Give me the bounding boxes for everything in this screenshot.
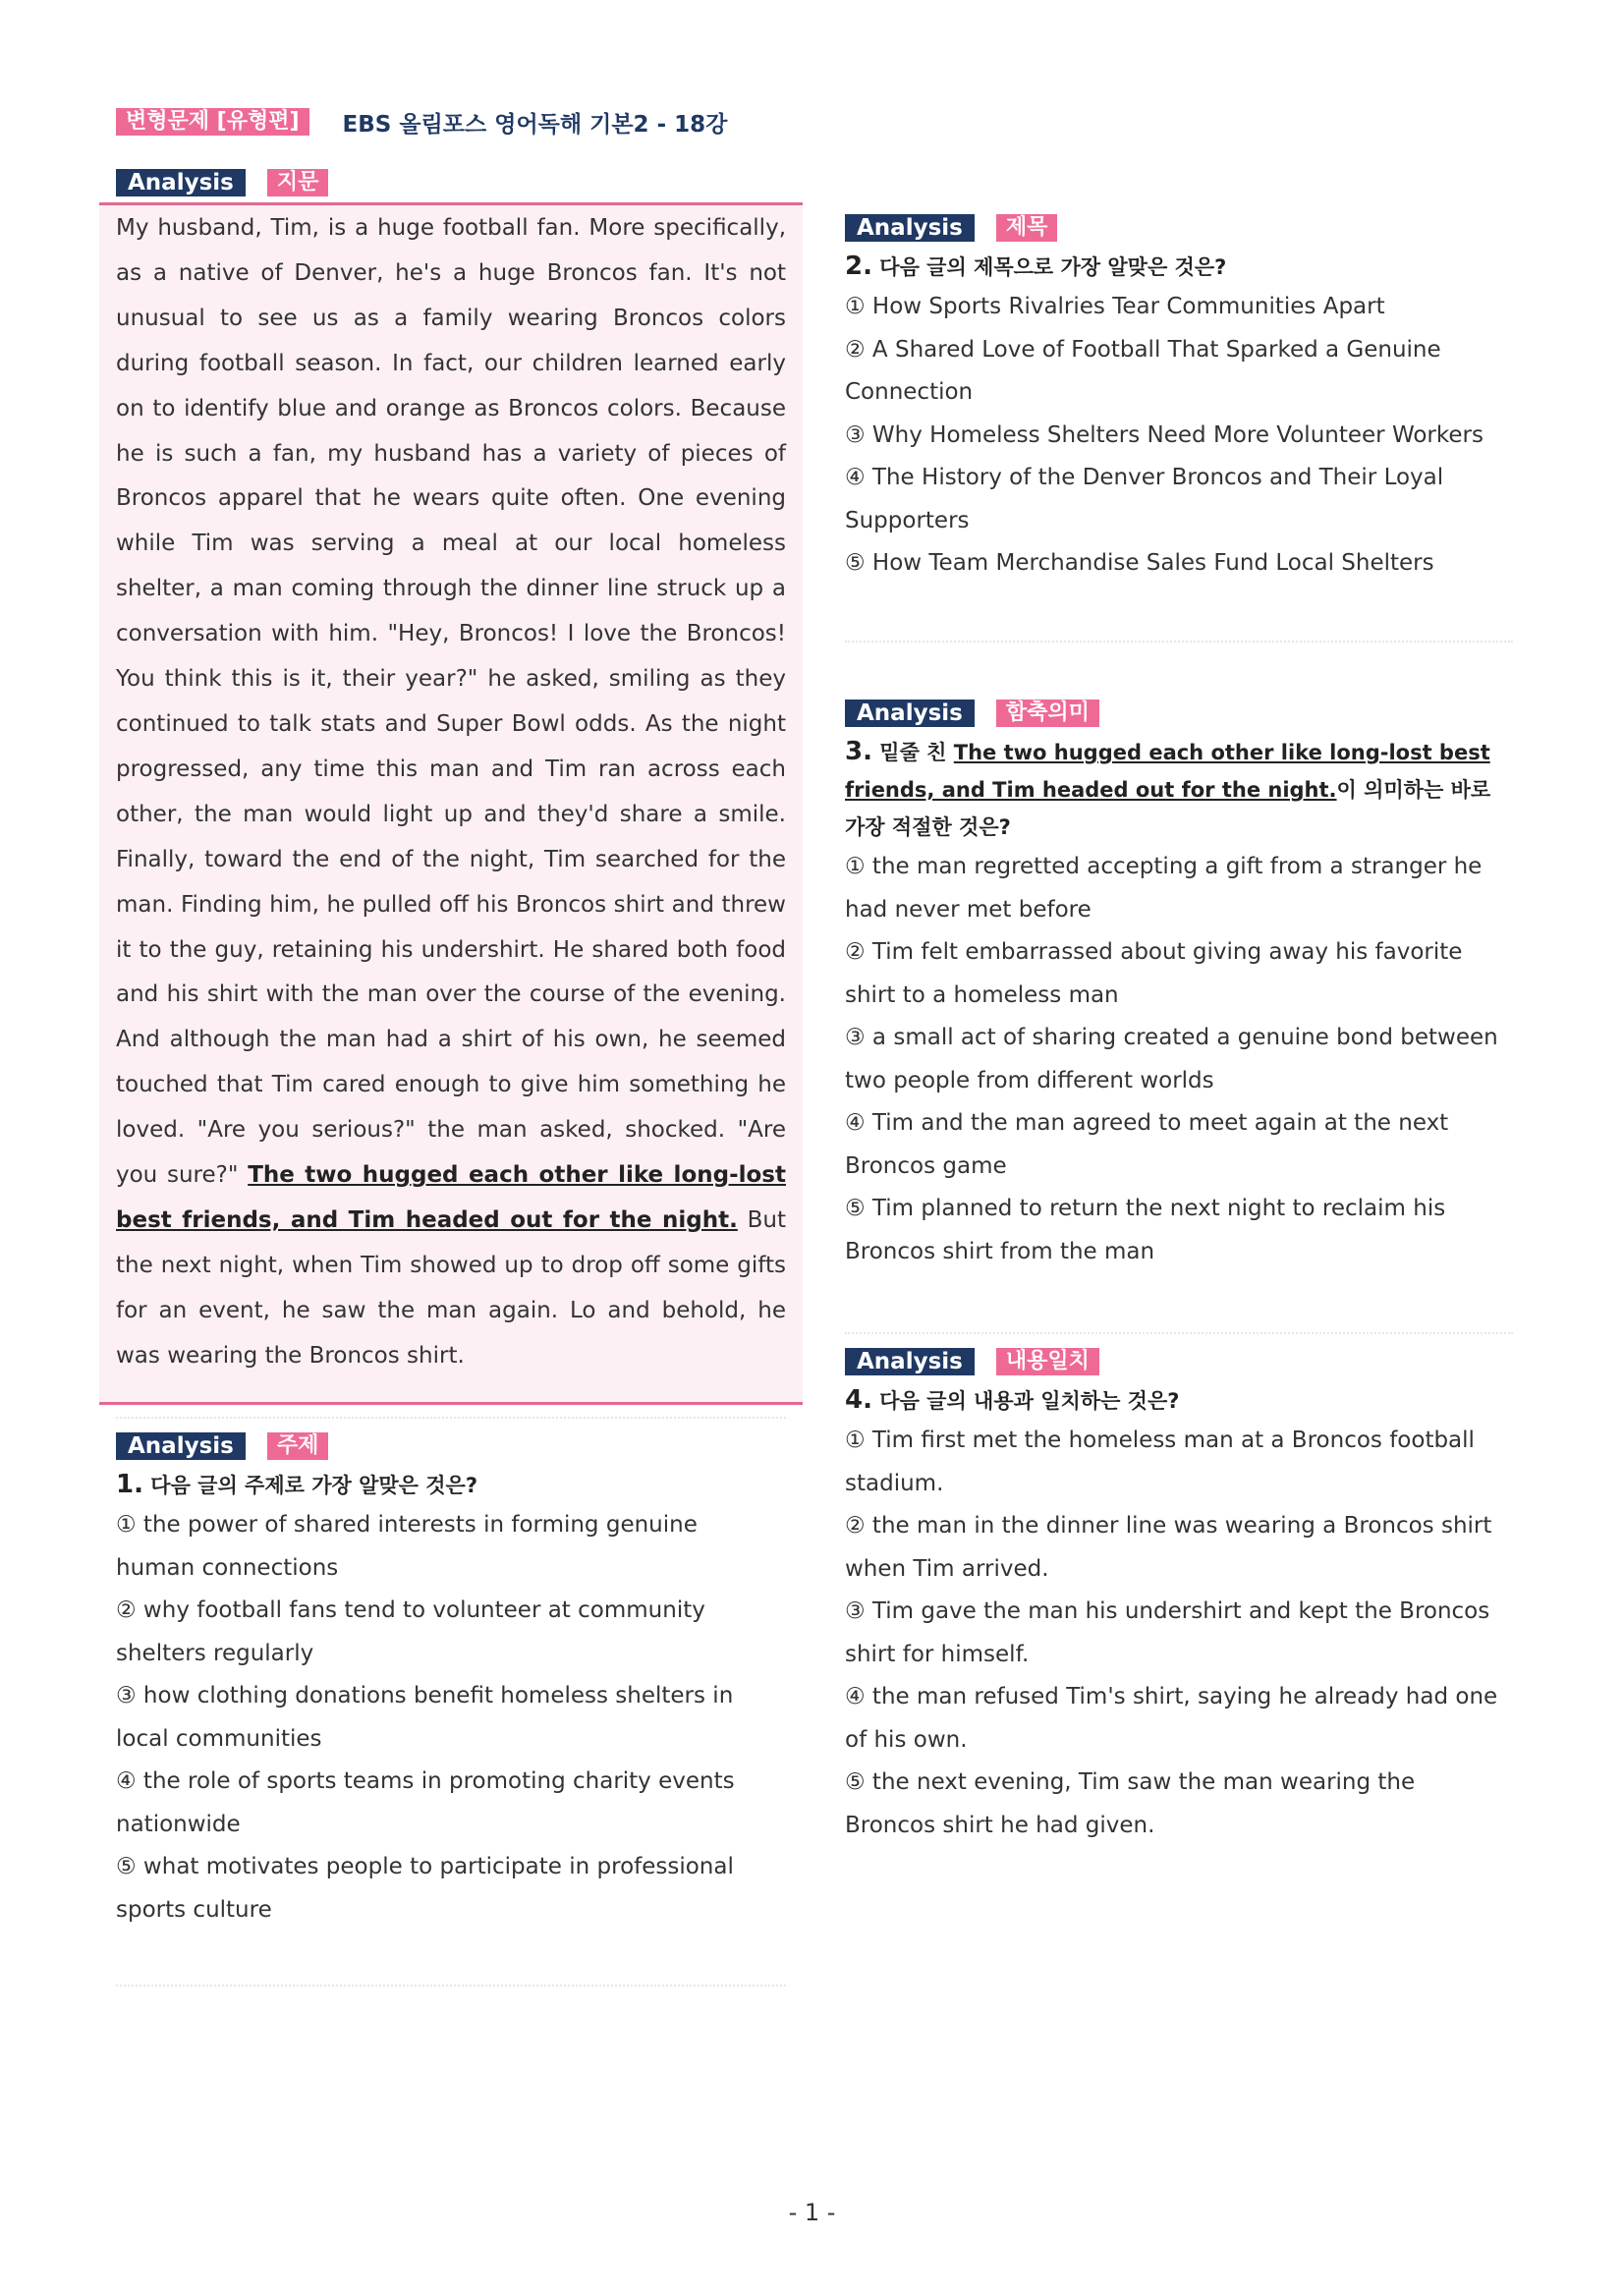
page-header xyxy=(116,106,727,138)
option-line: ② A Shared Love of Football That Sparked a Genuine xyxy=(845,336,1441,363)
option-line: ⑤ Tim planned to return the next night to reclaim his xyxy=(845,1196,1446,1221)
option-line: ④ The History of the Denver Broncos and Their Loyal xyxy=(845,465,1444,490)
option-line: sports culture xyxy=(116,1896,272,1923)
analysis-badge: Analysis xyxy=(116,1432,246,1460)
passage-text xyxy=(116,206,786,1379)
passage-badge: 지문 xyxy=(267,169,329,196)
option-line: ⑤ what motivates people to participate in professional xyxy=(116,1854,734,1879)
title-badge: 제목 xyxy=(996,214,1058,242)
divider xyxy=(116,1985,786,1987)
option-line: ③ how clothing donations benefit homeless shelters in xyxy=(116,1683,734,1708)
analysis-badge: Analysis xyxy=(845,700,975,727)
option-line: ① Tim first met the homeless man at a Broncos football xyxy=(845,1428,1475,1453)
passage-label-row xyxy=(116,169,790,196)
divider xyxy=(845,1332,1513,1334)
question-2-title: 2. 다음 글의 제목으로 가장 알맞은 것은? xyxy=(845,252,1227,281)
worksheet-title: EBS 올림포스 영어독해 기본2 - 18강 xyxy=(342,111,728,138)
option-line: ⑤ How Team Merchandise Sales Fund Local Shelters xyxy=(845,550,1434,576)
option-line: ② Tim felt embarrassed about giving away his favorite xyxy=(845,939,1463,965)
option-line: two people from different worlds xyxy=(845,1067,1214,1093)
divider xyxy=(845,641,1513,643)
content-match-badge: 내용일치 xyxy=(996,1348,1099,1375)
analysis-badge: Analysis xyxy=(845,1348,975,1375)
option-line: ① the power of shared interests in forming genuine xyxy=(116,1512,698,1538)
option-line: nationwide xyxy=(116,1811,241,1837)
question-4 xyxy=(845,1348,1513,1847)
passage-text-after: But the next night, when Tim showed up to drop off some gifts for an event, he saw the man again. Lo and behold, he was wearing the Broncos shirt. xyxy=(116,1206,786,1369)
question-4-options xyxy=(845,1420,1513,1847)
question-3 xyxy=(845,700,1513,1273)
page-number: - 1 - xyxy=(788,2199,836,2226)
option-line: ④ Tim and the man agreed to meet again at the next xyxy=(845,1110,1449,1136)
option-line: ③ a small act of sharing created a genuine bond between xyxy=(845,1025,1498,1050)
option-line: ④ the man refused Tim's shirt, saying he already had one xyxy=(845,1684,1498,1709)
option-line: of his own. xyxy=(845,1726,968,1753)
option-line: shirt for himself. xyxy=(845,1641,1030,1667)
worksheet-type-tag: 변형문제 [유형편] xyxy=(116,108,309,136)
option-line: local communities xyxy=(116,1725,322,1752)
question-3-options xyxy=(845,846,1513,1273)
option-line: ① the man regretted accepting a gift from a stranger he xyxy=(845,854,1483,879)
question-1-title: 1. 다음 글의 주제로 가장 알맞은 것은? xyxy=(116,1470,478,1499)
question-2-options xyxy=(845,286,1513,586)
option-line: ② the man in the dinner line was wearing a Broncos shirt xyxy=(845,1513,1492,1539)
option-line: ② why football fans tend to volunteer at community xyxy=(116,1597,705,1623)
option-line: Broncos game xyxy=(845,1152,1007,1179)
option-line: ④ the role of sports teams in promoting charity events xyxy=(116,1768,735,1794)
passage-underlined-sentence: The two hugged each other like long-lost best friends, and Tim headed out for the night. xyxy=(116,1162,786,1233)
question-1-options xyxy=(116,1504,790,1932)
divider xyxy=(116,1417,786,1419)
option-line: when Tim arrived. xyxy=(845,1555,1049,1582)
question-4-title: 4. 다음 글의 내용과 일치하는 것은? xyxy=(845,1385,1180,1415)
option-line: ⑤ the next evening, Tim saw the man wearing the xyxy=(845,1769,1416,1795)
option-line: had never met before xyxy=(845,896,1092,923)
option-line: ③ Tim gave the man his undershirt and kept the Broncos xyxy=(845,1598,1490,1624)
topic-badge: 주제 xyxy=(267,1432,329,1460)
option-line: stadium. xyxy=(845,1470,944,1496)
question-2 xyxy=(845,214,1513,586)
passage-text-before: My husband, Tim, is a huge football fan. More specifically, as a native of Denver, he's a huge Broncos fan. It's not unusual to see us as a family wearing Broncos colors during football season. In fact, our children learned early on to identify blue and orange as Broncos colors. Because he is such a fan, my husband has a variety of pieces of Broncos apparel that he wears quite often. One evening while Tim was serving a meal at our local homeless shelter, a man coming through the dinner line struck up a conversation with him. "Hey, Broncos! I love the Broncos! You think this is it, their year?" he asked, smiling as they continued to talk stats and Super Bowl odds. As the night progressed, any time this man and Tim ran across each other, the man would light up and they'd share a smile. Finally, toward the end of the night, Tim searched for the man. Finding him, he pulled off his Broncos shirt and threw it to the guy, retaining his undershirt. He shared both food and his shirt with the man over the course of the evening. And although the man had a shirt of his own, he seemed touched that Tim cared enough to give him something he loved. "Are you serious?" the man asked, shocked. "Are you sure?" xyxy=(116,215,786,1189)
option-line: shelters regularly xyxy=(116,1640,314,1666)
question-1 xyxy=(116,1432,790,1932)
option-line: ③ Why Homeless Shelters Need More Volunteer Workers xyxy=(845,421,1484,448)
question-3-underlined: The two hugged each other like long-lost best friends, and Tim headed out for the night. xyxy=(845,741,1490,802)
option-line: Broncos shirt he had given. xyxy=(845,1812,1155,1838)
option-line: shirt to a homeless man xyxy=(845,981,1119,1008)
analysis-badge: Analysis xyxy=(116,169,246,196)
question-3-title: 3. 밑줄 친 The two hugged each other like long-lost best friends, and Tim headed out for the night.이 의미하는 바로 가장 적절한 것은? xyxy=(845,737,1491,839)
option-line: ① How Sports Rivalries Tear Communities Apart xyxy=(845,294,1385,319)
option-line: human connections xyxy=(116,1554,339,1581)
option-line: Connection xyxy=(845,379,974,405)
analysis-badge: Analysis xyxy=(845,214,975,242)
option-line: Broncos shirt from the man xyxy=(845,1238,1155,1264)
implication-badge: 함축의미 xyxy=(996,700,1099,727)
option-line: Supporters xyxy=(845,507,970,533)
